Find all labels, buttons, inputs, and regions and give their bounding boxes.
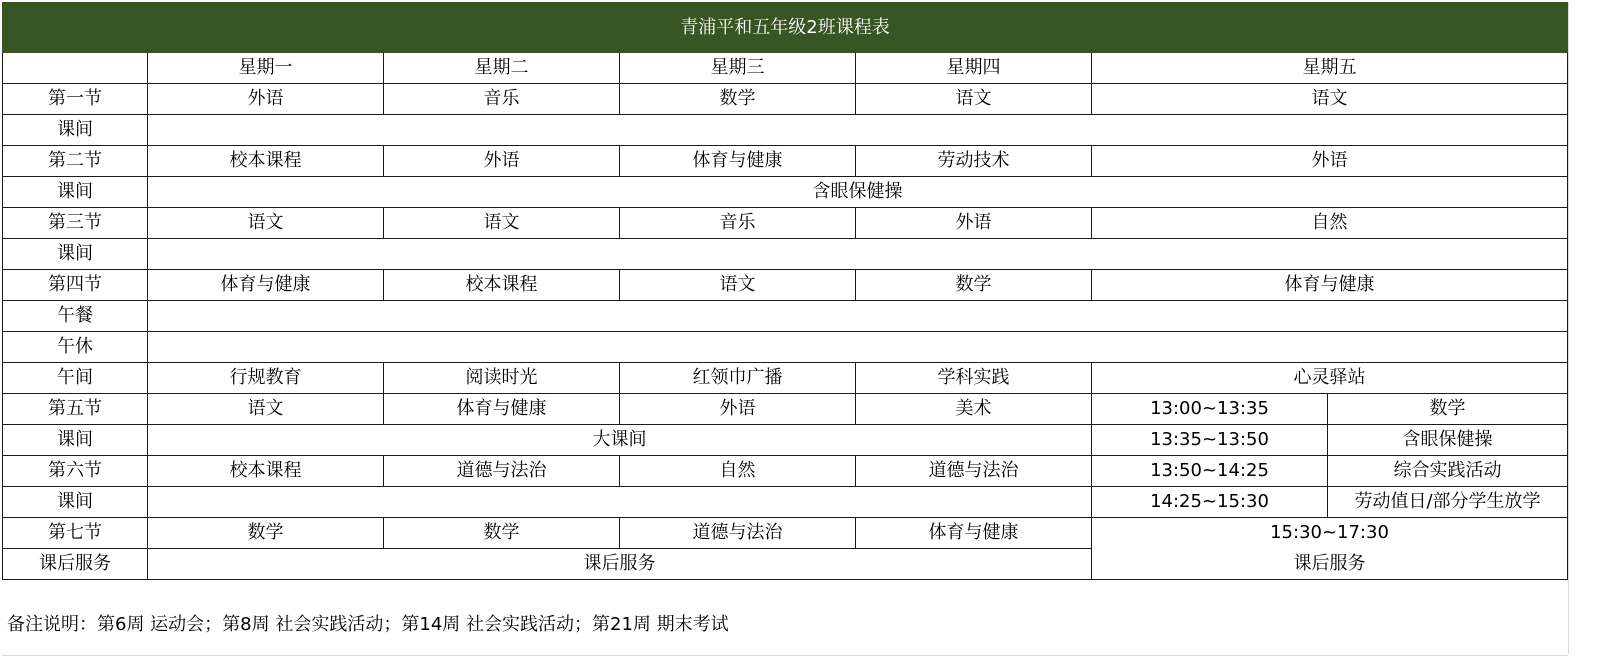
break-3-row bbox=[3, 239, 1568, 270]
page-border-right bbox=[1568, 2, 1569, 654]
row-label: 第一节 bbox=[3, 84, 148, 115]
class-cell: 校本课程 bbox=[384, 270, 620, 301]
period-3-row bbox=[3, 208, 1568, 239]
row-label: 课间 bbox=[3, 239, 148, 270]
merged-cell bbox=[148, 332, 1568, 363]
lunch-row bbox=[3, 301, 1568, 332]
day-header: 星期三 bbox=[620, 53, 856, 84]
row-label: 课间 bbox=[3, 115, 148, 146]
remark-item: 第6周 运动会； bbox=[97, 614, 223, 635]
row-label: 午休 bbox=[3, 332, 148, 363]
class-cell: 外语 bbox=[384, 146, 620, 177]
class-cell: 红领巾广播 bbox=[620, 363, 856, 394]
day-header: 星期一 bbox=[148, 53, 384, 84]
period-2-row bbox=[3, 146, 1568, 177]
class-cell: 数学 bbox=[384, 518, 620, 549]
day-header: 星期二 bbox=[384, 53, 620, 84]
row-label: 课间 bbox=[3, 425, 148, 456]
period-7-row bbox=[3, 518, 1568, 549]
class-cell: 数学 bbox=[856, 270, 1092, 301]
class-cell: 心灵驿站 bbox=[1092, 363, 1568, 394]
class-cell: 音乐 bbox=[620, 208, 856, 239]
friday-time-cell: 14:25~15:30 bbox=[1092, 487, 1328, 518]
noon-row bbox=[3, 363, 1568, 394]
corner-cell bbox=[3, 53, 148, 84]
class-cell: 语文 bbox=[148, 394, 384, 425]
friday-item-cell: 劳动值日/部分学生放学 bbox=[1328, 487, 1568, 518]
row-label: 课间 bbox=[3, 177, 148, 208]
class-cell: 自然 bbox=[620, 456, 856, 487]
merged-cell: 课后服务 bbox=[148, 549, 1092, 580]
merged-cell bbox=[148, 239, 1568, 270]
class-cell: 美术 bbox=[856, 394, 1092, 425]
title-row bbox=[3, 3, 1568, 53]
day-header: 星期五 bbox=[1092, 53, 1568, 84]
class-cell: 阅读时光 bbox=[384, 363, 620, 394]
class-cell: 数学 bbox=[148, 518, 384, 549]
class-cell: 音乐 bbox=[384, 84, 620, 115]
remark-item: 第21周 期末考试 bbox=[592, 614, 729, 635]
merged-cell: 含眼保健操 bbox=[148, 177, 1568, 208]
remark-item: 第8周 社会实践活动； bbox=[222, 614, 402, 635]
class-cell: 体育与健康 bbox=[620, 146, 856, 177]
class-cell: 道德与法治 bbox=[384, 456, 620, 487]
friday-item-cell: 综合实践活动 bbox=[1328, 456, 1568, 487]
class-cell: 学科实践 bbox=[856, 363, 1092, 394]
timetable-title: 青浦平和五年级2班课程表 bbox=[3, 3, 1568, 53]
friday-item-cell: 数学 bbox=[1328, 394, 1568, 425]
remarks bbox=[7, 611, 729, 639]
row-label: 课间 bbox=[3, 487, 148, 518]
class-cell: 校本课程 bbox=[148, 146, 384, 177]
friday-item-cell: 含眼保健操 bbox=[1328, 425, 1568, 456]
merged-cell bbox=[148, 301, 1568, 332]
class-cell: 外语 bbox=[148, 84, 384, 115]
period-1-row bbox=[3, 84, 1568, 115]
row-label: 午餐 bbox=[3, 301, 148, 332]
class-cell: 语文 bbox=[1092, 84, 1568, 115]
class-cell: 语文 bbox=[856, 84, 1092, 115]
class-cell: 语文 bbox=[148, 208, 384, 239]
row-label: 第七节 bbox=[3, 518, 148, 549]
class-cell: 语文 bbox=[384, 208, 620, 239]
class-cell: 体育与健康 bbox=[1092, 270, 1568, 301]
friday-time-cell: 13:50~14:25 bbox=[1092, 456, 1328, 487]
class-cell: 校本课程 bbox=[148, 456, 384, 487]
merged-cell bbox=[148, 115, 1568, 146]
class-cell: 外语 bbox=[1092, 146, 1568, 177]
remark-item: 第14周 社会实践活动； bbox=[401, 614, 593, 635]
merged-cell bbox=[148, 487, 1092, 518]
friday-item-cell: 课后服务 bbox=[1092, 549, 1568, 580]
friday-time-cell: 15:30~17:30 bbox=[1092, 518, 1568, 549]
page-border-bottom bbox=[2, 655, 1568, 656]
class-cell: 劳动技术 bbox=[856, 146, 1092, 177]
day-header: 星期四 bbox=[856, 53, 1092, 84]
class-cell: 道德与法治 bbox=[620, 518, 856, 549]
remarks-prefix: 备注说明： bbox=[7, 614, 97, 635]
class-cell: 道德与法治 bbox=[856, 456, 1092, 487]
break-5-row bbox=[3, 425, 1568, 456]
class-cell: 体育与健康 bbox=[384, 394, 620, 425]
timetable bbox=[2, 2, 1568, 580]
class-cell: 外语 bbox=[620, 394, 856, 425]
header-row bbox=[3, 53, 1568, 84]
class-cell: 行规教育 bbox=[148, 363, 384, 394]
friday-time-cell: 13:35~13:50 bbox=[1092, 425, 1328, 456]
after-school-row bbox=[3, 549, 1568, 580]
row-label: 课后服务 bbox=[3, 549, 148, 580]
period-5-row bbox=[3, 394, 1568, 425]
row-label: 第六节 bbox=[3, 456, 148, 487]
friday-time-cell: 13:00~13:35 bbox=[1092, 394, 1328, 425]
nap-row bbox=[3, 332, 1568, 363]
period-4-row bbox=[3, 270, 1568, 301]
merged-cell: 大课间 bbox=[148, 425, 1092, 456]
class-cell: 外语 bbox=[856, 208, 1092, 239]
row-label: 第二节 bbox=[3, 146, 148, 177]
row-label: 第五节 bbox=[3, 394, 148, 425]
row-label: 第四节 bbox=[3, 270, 148, 301]
period-6-row bbox=[3, 456, 1568, 487]
class-cell: 自然 bbox=[1092, 208, 1568, 239]
class-cell: 体育与健康 bbox=[856, 518, 1092, 549]
break-2-row bbox=[3, 177, 1568, 208]
class-cell: 语文 bbox=[620, 270, 856, 301]
class-cell: 体育与健康 bbox=[148, 270, 384, 301]
break-1-row bbox=[3, 115, 1568, 146]
class-cell: 数学 bbox=[620, 84, 856, 115]
row-label: 第三节 bbox=[3, 208, 148, 239]
break-6-row bbox=[3, 487, 1568, 518]
row-label: 午间 bbox=[3, 363, 148, 394]
